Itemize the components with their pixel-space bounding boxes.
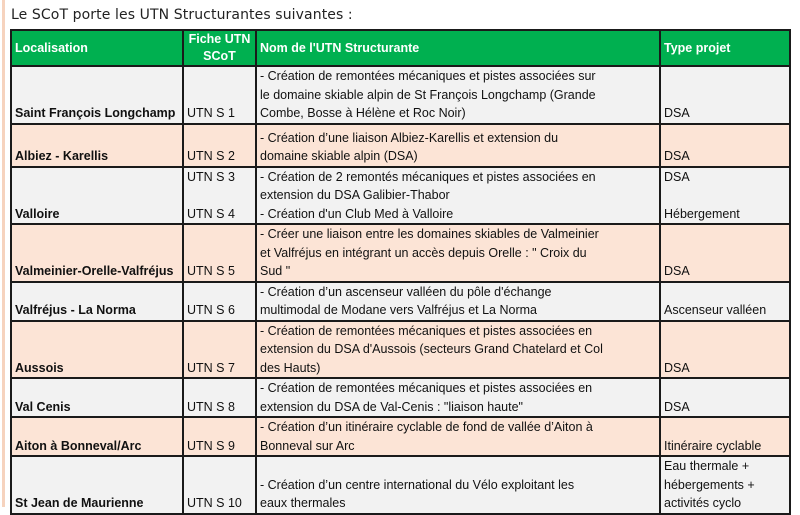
cell-type: Itinéraire cyclable [660,417,790,456]
cell-nom [256,167,660,225]
cell-type: DSA [660,124,790,167]
nom-line: - Création d’un centre international du Vélo exploitant les [260,477,575,492]
table-row [11,167,790,225]
nom-line: - Création de 2 remontés mécaniques et pistes associées en [260,169,596,184]
nom-line: - Création d’une liaison Albiez-Karellis et extension du [260,130,559,145]
cell-type [660,456,790,514]
header-localisation: Localisation [11,30,183,66]
nom-line: - Création de remontées mécaniques et pistes associées en [260,381,593,395]
nom-line: - Création de remontées mécaniques et pistes associées en [260,323,593,338]
nom-line: et Valfréjus en intégrant un accès depuis Orelle : " Croix du [260,245,587,260]
cell-fiche: UTN S 6 [183,282,256,321]
cell-nom [256,224,660,282]
nom-line: eaux thermales [260,496,346,510]
nom-line: multimodal de Modane vers Valfréjus et La Norma [260,303,537,317]
cell-localisation: Valmeinier-Orelle-Valfréjus [11,224,183,282]
cell-type: DSA [660,224,790,282]
header-fiche-line1: Fiche UTN [188,32,251,46]
nom-line: - Créer une liaison entre les domaines skiables de Valmeinier [260,227,599,241]
cell-fiche: UTN S 1 [183,66,256,124]
spacer [664,186,786,205]
cell-localisation: Val Cenis [11,378,183,417]
nom-line: Sud " [260,264,291,278]
cell-localisation: Saint François Longchamp [11,66,183,124]
header-nom: Nom de l'UTN Structurante [256,30,660,66]
table-row [11,378,790,417]
type-line: hébergements + [664,477,755,492]
cell-nom [256,124,660,167]
cell-fiche [183,167,256,225]
cell-fiche: UTN S 10 [183,456,256,514]
cell-fiche: UTN S 5 [183,224,256,282]
cell-nom [256,417,660,456]
nom-line: le domaine skiable alpin de St François Longchamp (Grande [260,87,596,102]
nom-line: domaine skiable alpin (DSA) [260,149,418,163]
cell-nom [256,282,660,321]
cell-fiche: UTN S 7 [183,321,256,379]
nom-line: - Création d’un itinéraire cyclable de fond de vallée d’Aiton à [260,420,593,434]
cell-nom [256,321,660,379]
table-row [11,124,790,167]
cell-localisation: St Jean de Maurienne [11,456,183,514]
utn-table [10,29,791,515]
table-row [11,282,790,321]
nom-line: - Création d’un ascenseur valléen du pôle d'échange [260,284,552,299]
header-type: Type projet [660,30,790,66]
cell-nom [256,378,660,417]
intro-text: Le SCoT porte les UTN Structurantes suivantes : [11,7,353,23]
cell-localisation: Valloire [11,167,183,225]
cell-fiche: UTN S 2 [183,124,256,167]
table-row [11,224,790,282]
table-row [11,321,790,379]
nom-line: Bonneval sur Arc [260,438,355,453]
type-line: activités cyclo [664,496,742,510]
header-fiche [183,30,256,66]
page-edge-line [2,0,5,507]
spacer [187,186,252,205]
nom-line: extension du DSA Galibier-Thabor [260,188,450,202]
nom-line: - Création d'un Club Med à Valloire [260,206,454,221]
fiche-line: UTN S 4 [187,206,235,221]
nom-line: extension du DSA d'Aussois (secteurs Grand Chatelard et Col [260,342,603,356]
nom-line: Combe, Bosse à Hélène et Roc Noir) [260,106,466,120]
cell-type: DSA [660,321,790,379]
cell-nom [256,456,660,514]
type-line: DSA [664,169,690,184]
cell-localisation: Valfréjus - La Norma [11,282,183,321]
fiche-line: UTN S 3 [187,169,235,184]
nom-line: des Hauts) [260,360,321,375]
header-fiche-line2: SCoT [203,49,236,63]
cell-fiche: UTN S 9 [183,417,256,456]
type-line: Eau thermale + [664,459,750,473]
table-header-row [11,30,790,66]
cell-type: Ascenseur valléen [660,282,790,321]
table-row [11,66,790,124]
table-row [11,417,790,456]
nom-line: extension du DSA de Val-Cenis : "liaison haute" [260,399,523,414]
table-row [11,456,790,514]
cell-type [660,167,790,225]
cell-nom [256,66,660,124]
nom-line: - Création de remontées mécaniques et pistes associées sur [260,69,596,83]
type-line: Hébergement [664,206,740,221]
cell-fiche: UTN S 8 [183,378,256,417]
cell-localisation: Albiez - Karellis [11,124,183,167]
cell-type: DSA [660,66,790,124]
cell-localisation: Aiton à Bonneval/Arc [11,417,183,456]
cell-localisation: Aussois [11,321,183,379]
cell-type: DSA [660,378,790,417]
